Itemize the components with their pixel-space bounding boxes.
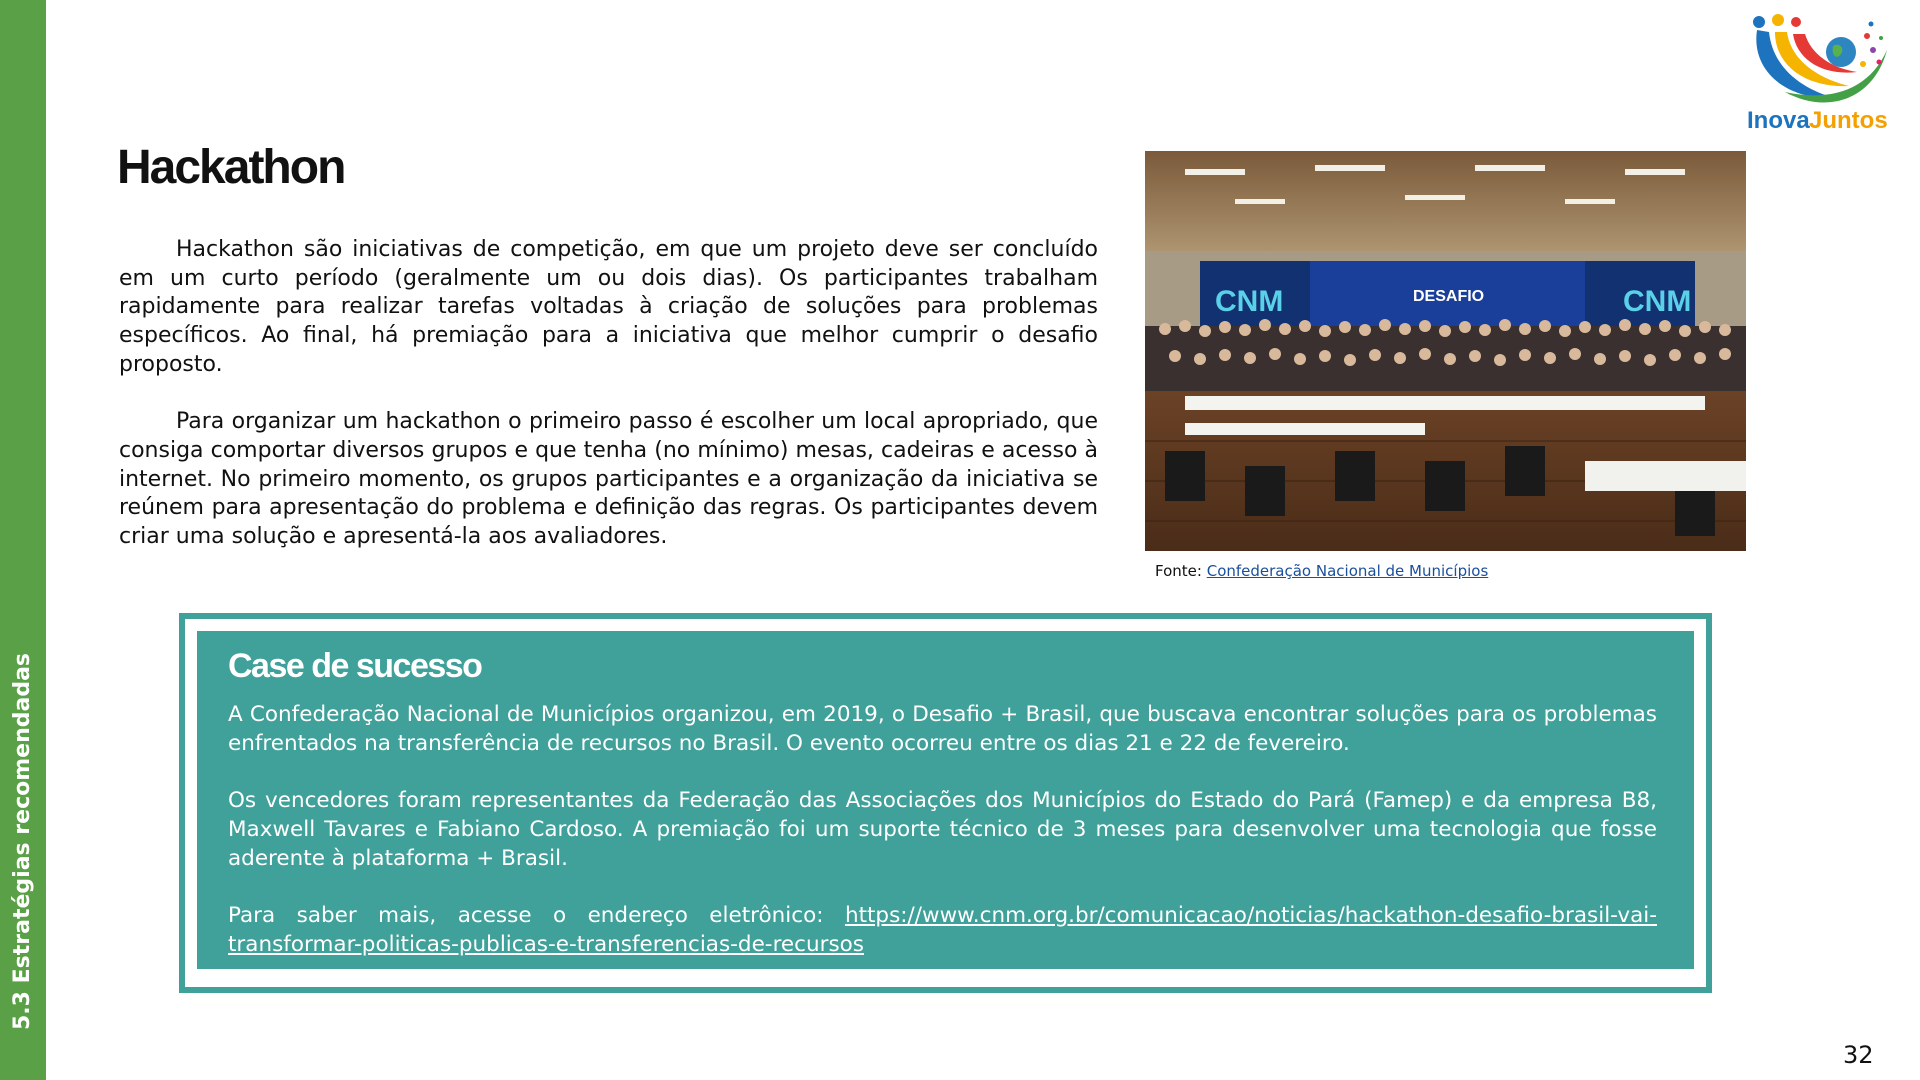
caption-prefix: Fonte: (1155, 562, 1207, 580)
success-case-paragraph-1: A Confederação Nacional de Municípios organizou, em 2019, o Desafio + Brasil, que buscava encontrar soluções para os problemas enfrentados na transferência de recursos no Brasil. O evento ocorreu entre os dias 21 e 22 de fevereiro. (228, 702, 1657, 756)
intro-text (119, 236, 1098, 580)
success-case-text (228, 701, 1657, 959)
intro-paragraph-2: Para organizar um hackathon o primeiro passo é escolher um local apropriado, que consiga comportar diversos grupos e que tenha (no mínimo) mesas, cadeiras e acesso à internet. No primeiro momento, os grupos participantes e a organização da iniciativa se reúnem para apresentação do problema e definição das regras. Os participantes devem criar uma solução e apresentá-la aos avaliadores. (119, 409, 1098, 550)
success-case-box (179, 613, 1712, 993)
logo-text-juntos: Juntos (1809, 107, 1888, 134)
intro-paragraph-1: Hackathon são iniciativas de competição, em que um projeto deve ser concluído em um curto período (geralmente um ou dois dias). Os participantes trabalham rapidamente para realizar tarefas voltadas à criação de soluções para problemas específicos. Ao final, há premiação para a iniciativa que melhor cumprir o desafio proposto. (119, 237, 1098, 377)
more-info-link[interactable]: https://www.cnm.org.br/comunicacao/noticias/hackathon-desafio-brasil-vai-transformar-politicas-publicas-e-transferencias-de-recursos (228, 902, 1657, 957)
success-case-content (197, 631, 1694, 969)
event-group-photo (1145, 151, 1746, 551)
logo-text-inova: Inova (1747, 107, 1810, 134)
section-label: 5.3 Estratégias recomendadas (10, 652, 35, 1030)
success-case-paragraph-3 (228, 902, 1657, 959)
inovajuntos-logo (1745, 10, 1895, 136)
inovajuntos-logo-icon (1745, 10, 1895, 136)
banner-right-text: CNM (1623, 285, 1692, 318)
sidebar-strip (0, 0, 46, 1080)
success-case-paragraph-2: Os vencedores foram representantes da Federação das Associações dos Municípios do Estado do Pará (Famep) e da empresa B8, Maxwell Tavares e Fabiano Cardoso. A premiação foi um suporte técnico de 3 meses para desenvolver uma tecnologia que fosse aderente à plataforma + Brasil. (228, 788, 1657, 871)
page-number: 32 (1843, 1041, 1874, 1069)
banner-left-text: CNM (1215, 285, 1284, 318)
banner-center-text: DESAFIO (1413, 288, 1485, 305)
event-photo (1145, 151, 1746, 551)
success-case-title: Case de sucesso (228, 647, 482, 685)
page-title: Hackathon (117, 141, 345, 194)
more-info-prefix: Para saber mais, acesse o endereço eletrônico: (228, 902, 845, 928)
photo-caption (1155, 562, 1488, 580)
caption-source-link[interactable]: Confederação Nacional de Municípios (1206, 562, 1489, 580)
